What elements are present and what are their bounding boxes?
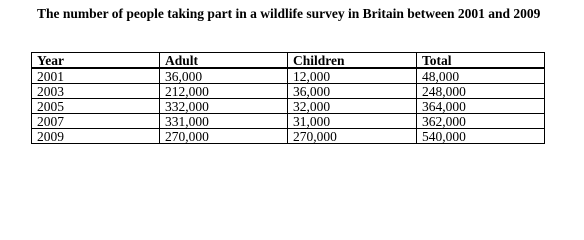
table-row: [32, 84, 545, 99]
header-children: Children: [288, 53, 417, 69]
cell-total: 362,000: [417, 114, 545, 129]
table-row: [32, 114, 545, 129]
table-row: [32, 129, 545, 144]
cell-year: 2005: [32, 99, 160, 114]
cell-year: 2003: [32, 84, 160, 99]
table-header-row: [32, 53, 545, 69]
table-row: [32, 68, 545, 84]
cell-adult: 332,000: [160, 99, 288, 114]
cell-total: 364,000: [417, 99, 545, 114]
cell-adult: 36,000: [160, 68, 288, 84]
cell-total: 48,000: [417, 68, 545, 84]
table-row: [32, 99, 545, 114]
header-total: Total: [417, 53, 545, 69]
cell-total: 540,000: [417, 129, 545, 144]
cell-year: 2007: [32, 114, 160, 129]
cell-children: 12,000: [288, 68, 417, 84]
cell-total: 248,000: [417, 84, 545, 99]
cell-children: 270,000: [288, 129, 417, 144]
cell-children: 36,000: [288, 84, 417, 99]
cell-year: 2009: [32, 129, 160, 144]
header-adult: Adult: [160, 53, 288, 69]
cell-adult: 331,000: [160, 114, 288, 129]
cell-adult: 270,000: [160, 129, 288, 144]
cell-year: 2001: [32, 68, 160, 84]
cell-children: 32,000: [288, 99, 417, 114]
table-title: The number of people taking part in a wildlife survey in Britain between 2001 and 2009: [37, 6, 541, 21]
cell-children: 31,000: [288, 114, 417, 129]
cell-adult: 212,000: [160, 84, 288, 99]
header-year: Year: [32, 53, 160, 69]
survey-table: [31, 52, 545, 144]
